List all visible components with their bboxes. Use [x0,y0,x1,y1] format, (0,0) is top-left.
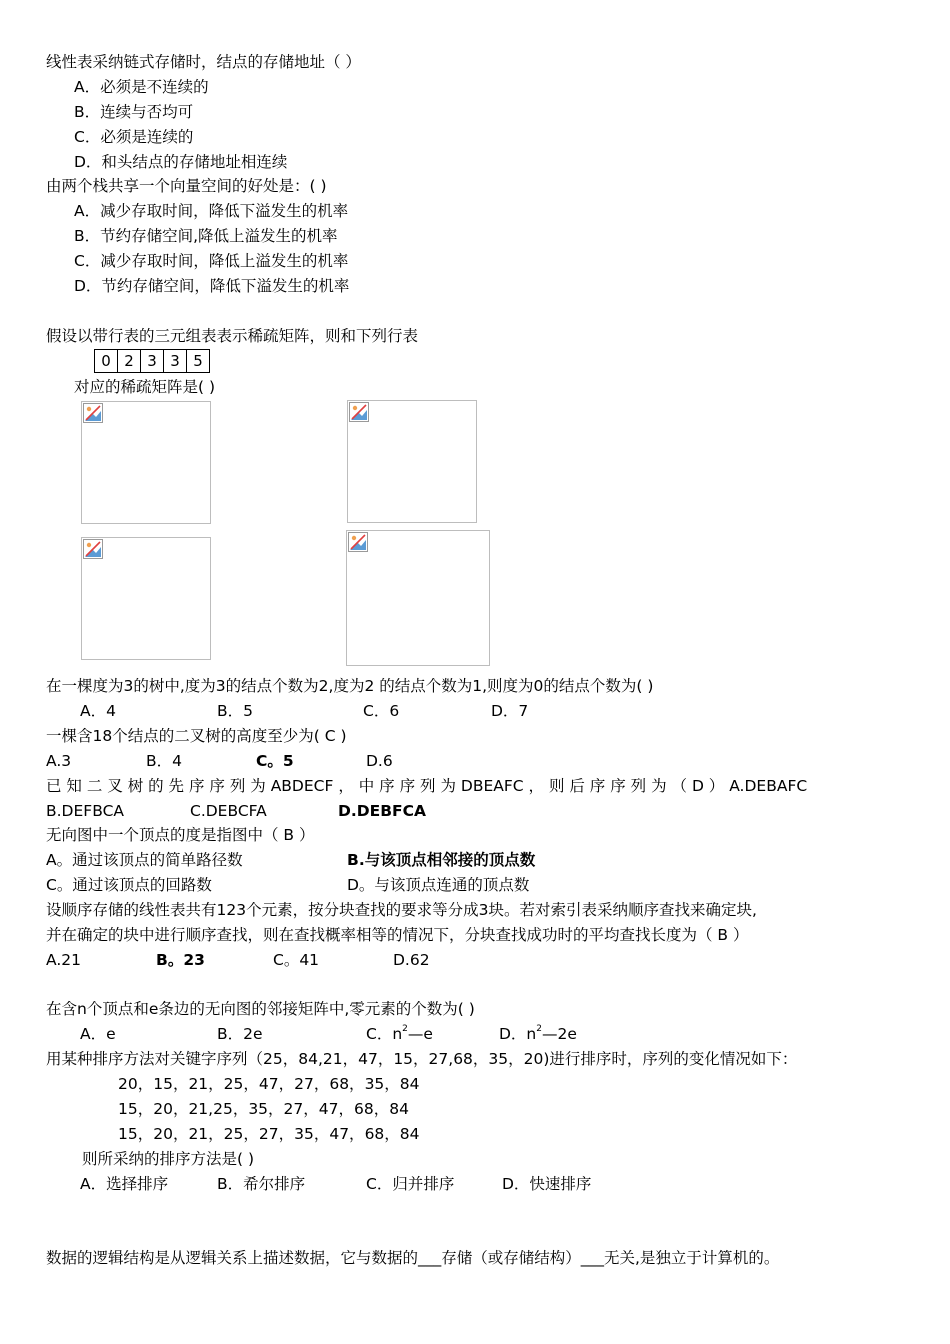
q5-option-c: C。5 [256,752,294,770]
row-table-cell: 2 [118,350,141,373]
q6-option-c: C.DEBCFA [190,802,267,820]
q5-stem: 一棵含18个结点的二叉树的高度至少为( C ) [46,727,347,745]
q6-stem: 已 知 二 叉 树 的 先 序 序 列 为 ABDECF ， 中 序 序 列 为 DBEAFC ， 则 后 序 序 列 为 （ D ） A.DEBAFC [46,777,808,795]
q9-option-c-exponent: 2 [402,1024,408,1034]
broken-image-icon [83,403,103,423]
row-table-cell: 0 [95,350,118,373]
q2-option-d: D．节约存储空间，降低下溢发生的机率 [74,277,350,295]
q6-option-b: B.DEFBCA [46,802,124,820]
row-table-cell: 3 [164,350,187,373]
q2-option-c: C．减少存取时间，降低上溢发生的机率 [74,252,349,270]
q10-option-c: C．归并排序 [366,1175,455,1193]
broken-image-icon [83,539,103,559]
q7-option-d: D。与该顶点连通的顶点数 [347,876,530,894]
q7-option-b: B.与该顶点相邻接的顶点数 [347,851,536,869]
q9-option-d-rest: —2e [542,1025,577,1043]
q9-option-d-exponent: 2 [536,1024,542,1034]
q8-option-c: C。41 [273,951,320,969]
q4-option-d: D．7 [491,702,529,720]
q2-option-b: B．节约存储空间,降低上溢发生的机率 [74,227,338,245]
q9-option-c-base: C．n [366,1025,403,1043]
q4-option-a: A．4 [80,702,116,720]
q9-option-d [499,1024,577,1044]
q10-sequence-3: 15，20，21，25，27，35，47，68，84 [118,1125,420,1143]
q2-stem: 由两个栈共享一个向量空间的好处是：( ) [46,177,327,195]
q1-option-d: D．和头结点的存储地址相连续 [74,153,288,171]
q1-stem: 线性表采纳链式存储时，结点的存储地址（ ） [46,53,361,71]
q11-fill-in-statement: 数据的逻辑结构是从逻辑关系上描述数据，它与数据的___存储（或存储结构）___无关,是独立于计算机的。 [46,1249,780,1267]
q10-option-a: A．选择排序 [80,1175,169,1193]
q9-stem: 在含n个顶点和e条边的无向图的邻接矩阵中,零元素的个数为( ) [46,1000,475,1018]
q5-option-a: A.3 [46,752,72,770]
q9-option-c [366,1024,433,1044]
q1-option-a: A．必须是不连续的 [74,78,209,96]
q9-option-c-rest: —e [407,1025,433,1043]
option-image-4 [346,530,490,666]
q3-stem: 假设以带行表的三元组表表示稀疏矩阵，则和下列行表 [46,327,419,345]
row-table-cell: 3 [141,350,164,373]
q8-option-d: D.62 [393,951,430,969]
q9-option-d-base: D．n [499,1025,537,1043]
q7-option-c: C。通过该顶点的回路数 [46,876,212,894]
q2-option-a: A．减少存取时间，降低下溢发生的机率 [74,202,349,220]
option-image-2 [347,400,477,523]
q10-option-d: D．快速排序 [502,1175,592,1193]
q10-stem: 用某种排序方法对关键字序列（25，84,21，47，15，27,68，35，20)进行排序时，序列的变化情况如下： [46,1050,798,1068]
row-table-cell: 5 [187,350,210,373]
q8-option-a: A.21 [46,951,81,969]
q4-option-b: B．5 [217,702,253,720]
broken-image-icon [349,402,369,422]
q10-sequence-1: 20，15，21，25，47，27，68，35，84 [118,1075,420,1093]
q4-stem: 在一棵度为3的树中,度为3的结点个数为2,度为2 的结点个数为1,则度为0的结点个数为( ) [46,677,654,695]
q1-option-c: C．必须是连续的 [74,128,194,146]
q7-option-a: A。通过该顶点的简单路径数 [46,851,243,869]
q5-option-d: D.6 [366,752,393,770]
q9-option-b: B．2e [217,1025,263,1043]
q10-sequence-2: 15，20，21,25，35，27，47，68，84 [118,1100,409,1118]
q8-stem-line1: 设顺序存储的线性表共有123个元素，按分块查找的要求等分成3块。若对索引表采纳顺序查找来确定块, [46,901,757,919]
option-image-1 [81,401,211,524]
q10-option-b: B．希尔排序 [217,1175,306,1193]
q8-option-b: B。23 [156,951,205,969]
q9-option-a: A．e [80,1025,116,1043]
q5-option-b: B．4 [146,752,182,770]
broken-image-icon [348,532,368,552]
option-image-3 [81,537,211,660]
q10-sub-stem: 则所采纳的排序方法是( ) [82,1150,255,1168]
row-table [94,349,210,373]
q6-option-d: D.DEBFCA [338,802,426,820]
q3-sub-stem: 对应的稀疏矩阵是( ) [74,378,216,396]
q8-stem-line2: 并在确定的块中进行顺序查找，则在查找概率相等的情况下，分块查找成功时的平均查找长度为（ B ） [46,926,749,944]
q7-stem: 无向图中一个顶点的度是指图中（ B ） [46,826,315,844]
q1-option-b: B．连续与否均可 [74,103,194,121]
q4-option-c: C．6 [363,702,400,720]
